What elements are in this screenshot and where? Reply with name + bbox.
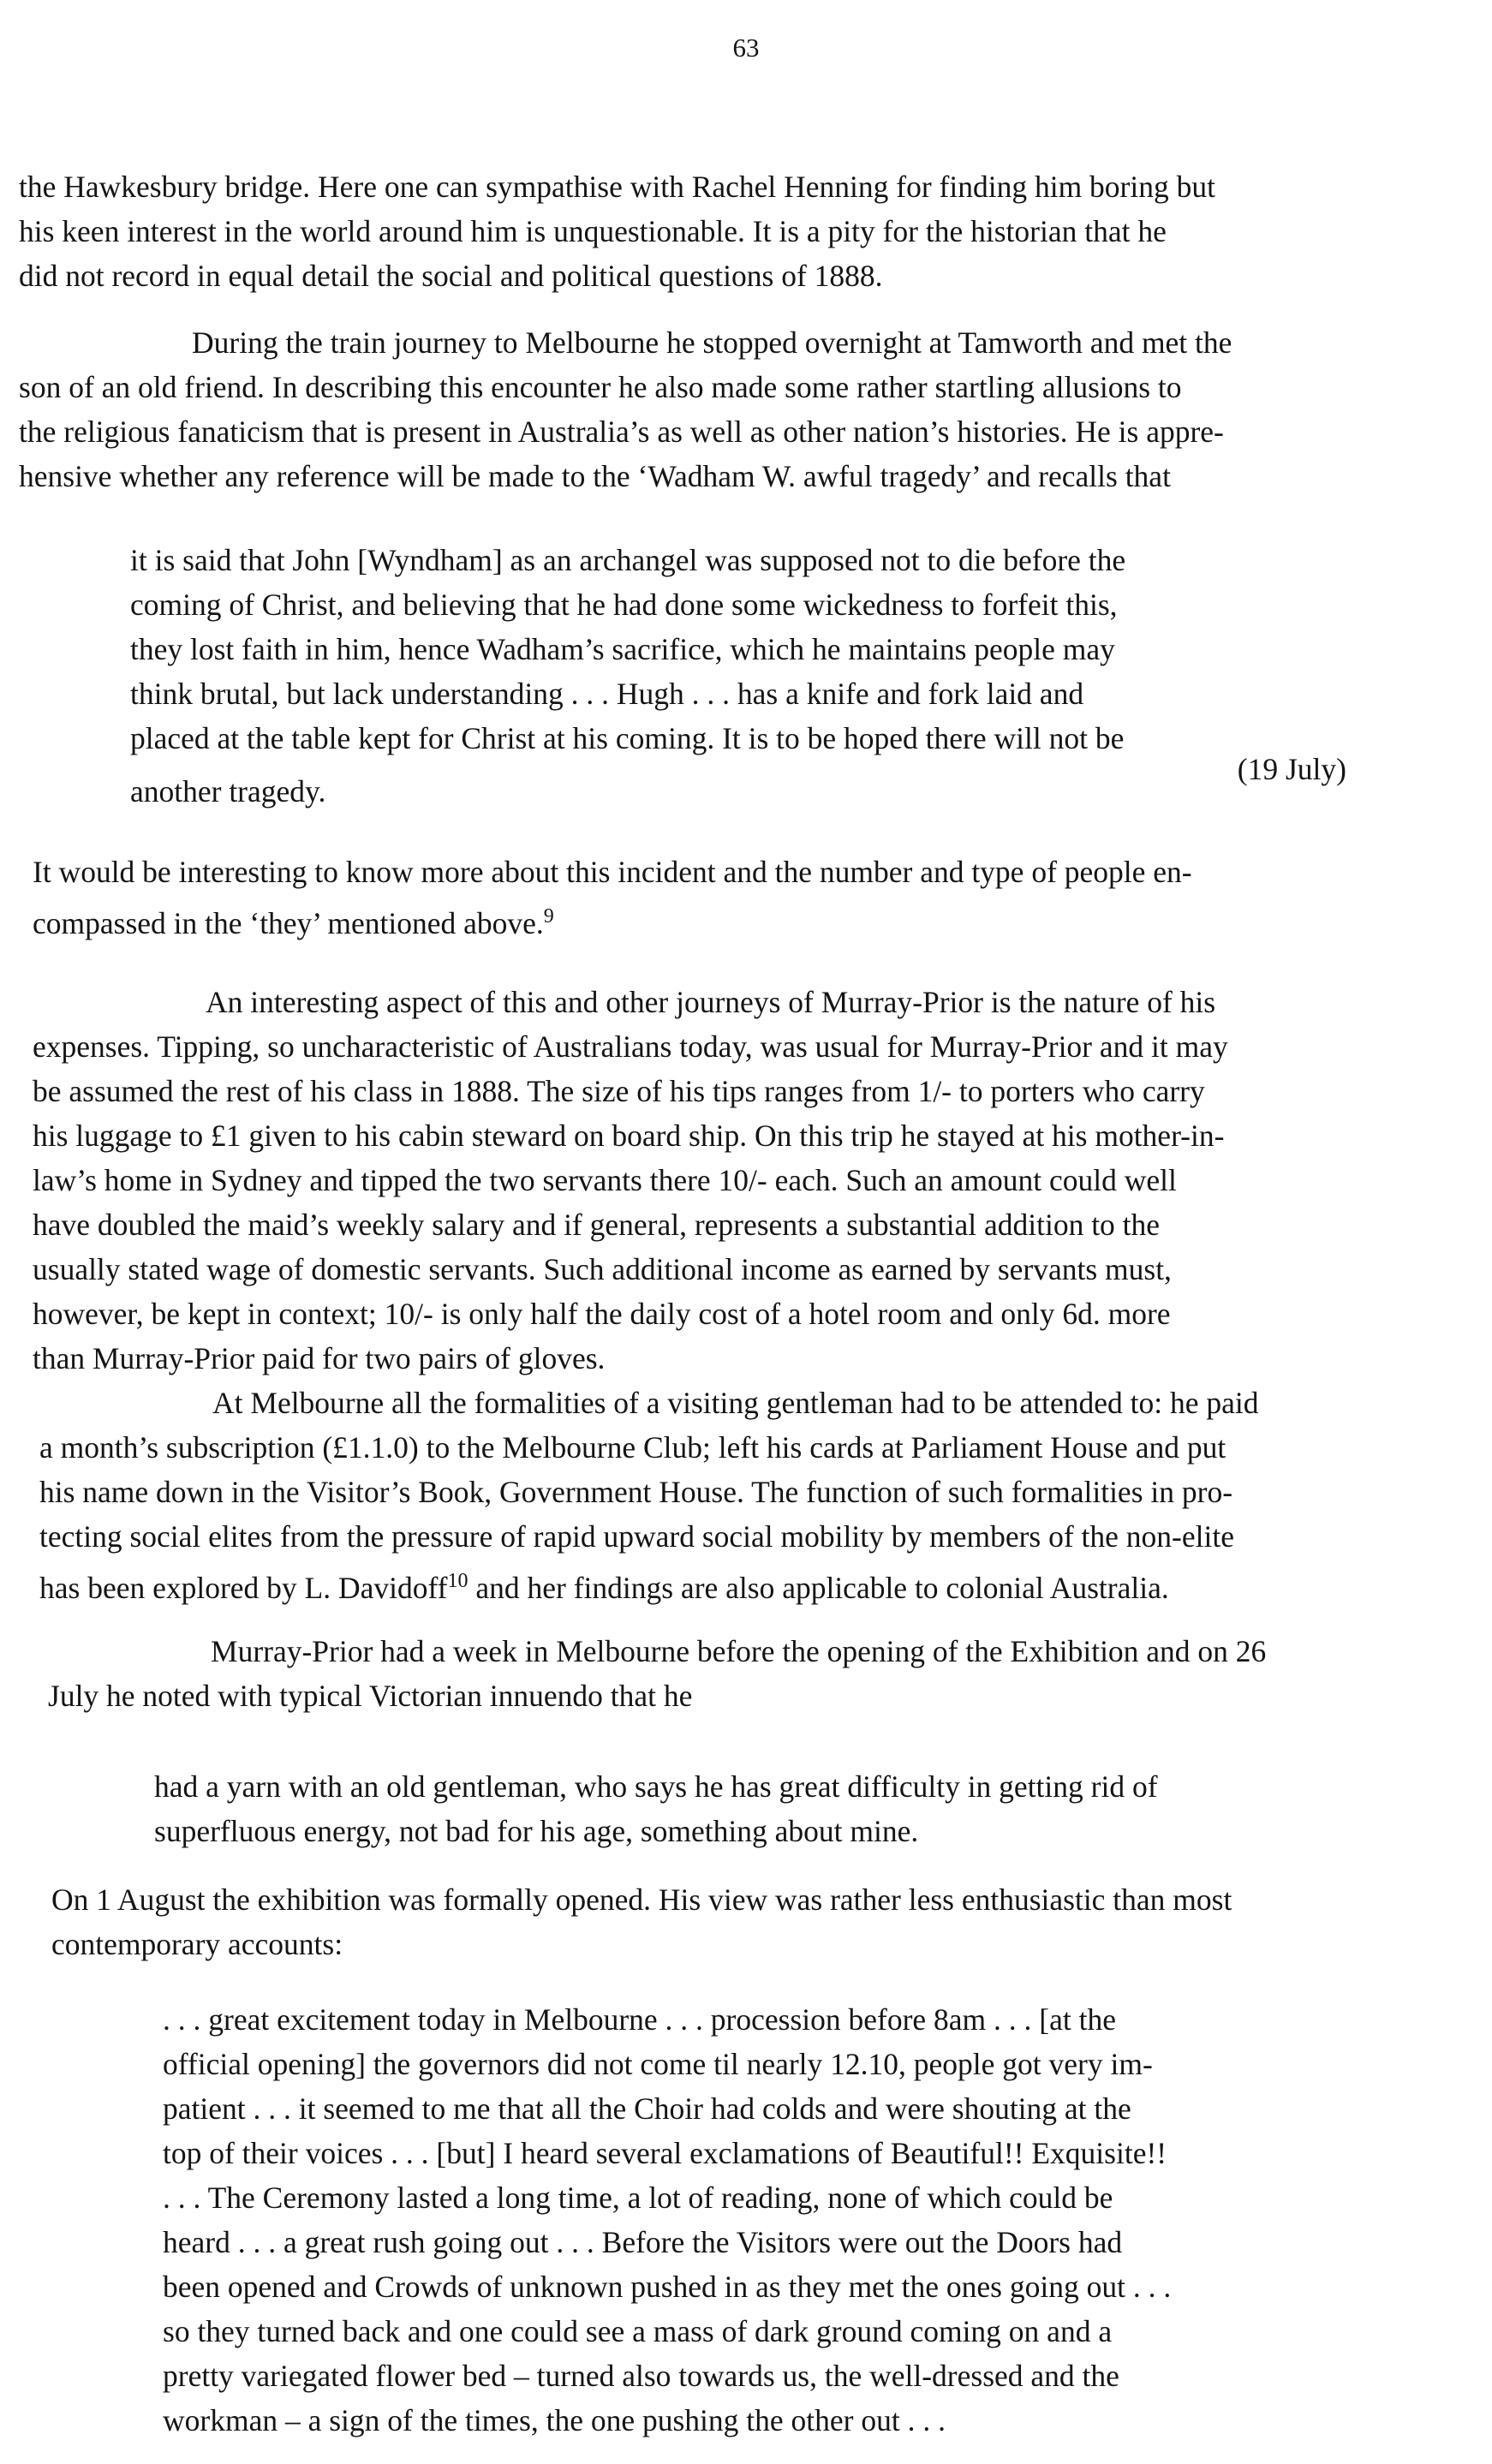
quote-line: heard . . . a great rush going out . . . Before the Visitors were out the Doors had bbox=[163, 2225, 1123, 2259]
quote-line: official opening] the governors did not come til nearly 12.10, people got very im- bbox=[163, 2047, 1153, 2081]
quote-line: they lost faith in him, hence Wadham’s sacrifice, which he maintains people may bbox=[130, 632, 1115, 666]
quote-citation: (19 July) bbox=[1237, 752, 1346, 786]
text-line: however, be kept in context; 10/- is only half the daily cost of a hotel room and only 6d. more bbox=[33, 1297, 1171, 1331]
quote-line: placed at the table kept for Christ at his coming. It is to be hoped there will not be bbox=[130, 721, 1125, 755]
text-line: hensive whether any reference will be made to the ‘Wadham W. awful tragedy’ and recalls that bbox=[19, 459, 1171, 493]
text-line: July he noted with typical Victorian innuendo that he bbox=[48, 1679, 693, 1713]
text-line: his luggage to £1 given to his cabin steward on board ship. On this trip he stayed at his mother-in- bbox=[33, 1119, 1225, 1153]
text-line: contemporary accounts: bbox=[51, 1927, 343, 1961]
text-line: his name down in the Visitor’s Book, Government House. The function of such formalities in pro- bbox=[39, 1475, 1233, 1509]
text-line: the religious fanaticism that is present in Australia’s as well as other nation’s histories. He is appre- bbox=[19, 415, 1224, 449]
footnote-marker: 10 bbox=[447, 1570, 468, 1592]
body-paragraph bbox=[51, 1881, 1490, 1975]
quote-line: another tragedy. bbox=[130, 774, 326, 808]
text-line: At Melbourne all the formalities of a visiting gentleman had to be attended to: he paid bbox=[212, 1386, 1259, 1420]
text-line: son of an old friend. In describing this encounter he also made some rather startling allusions to bbox=[19, 370, 1182, 404]
text-line: have doubled the maid’s weekly salary and if general, represents a substantial addition to the bbox=[33, 1208, 1161, 1242]
text-line: It would be interesting to know more about this incident and the number and type of people en- bbox=[33, 855, 1192, 889]
text-line bbox=[33, 898, 554, 942]
body-paragraph bbox=[19, 324, 1466, 512]
quote-line: workman – a sign of the times, the one pushing the other out . . . bbox=[163, 2403, 946, 2437]
block-quote bbox=[154, 1768, 1370, 1862]
text-line: law’s home in Sydney and tipped the two servants there 10/- each. Such an amount could well bbox=[33, 1163, 1177, 1197]
text-line: An interesting aspect of this and other journeys of Murray-Prior is the nature of his bbox=[206, 985, 1216, 1019]
text-line: tecting social elites from the pressure of rapid upward social mobility by members of the non-elite bbox=[39, 1519, 1234, 1554]
text-line: than Murray-Prior paid for two pairs of gloves. bbox=[33, 1341, 606, 1375]
quote-line: so they turned back and one could see a mass of dark ground coming on and a bbox=[163, 2314, 1113, 2348]
body-paragraph bbox=[33, 983, 1471, 1377]
quote-line: pretty variegated flower bed – turned also towards us, the well-dressed and the bbox=[163, 2359, 1119, 2393]
text-line: did not record in equal detail the social and political questions of 1888. bbox=[19, 259, 883, 293]
text-line: Murray-Prior had a week in Melbourne before the opening of the Exhibition and on 26 bbox=[211, 1634, 1267, 1668]
body-paragraph bbox=[48, 1632, 1487, 1727]
block-quote bbox=[163, 2001, 1379, 2455]
text-line bbox=[39, 1562, 1169, 1607]
text-line: During the train journey to Melbourne he stopped overnight at Tamworth and met the bbox=[192, 325, 1232, 360]
quote-line: been opened and Crowds of unknown pushed in as they met the ones going out . . . bbox=[163, 2270, 1172, 2304]
text-line: a month’s subscription (£1.1.0) to the Melbourne Club; left his cards at Parliament House and put bbox=[39, 1430, 1226, 1465]
body-paragraph bbox=[33, 853, 1471, 947]
quote-line: it is said that John [Wyndham] as an archangel was supposed not to die before the bbox=[130, 543, 1126, 577]
text-line-content: compassed in the ‘they’ mentioned above. bbox=[33, 905, 544, 940]
quote-line: patient . . . it seemed to me that all the Choir had colds and were shouting at the bbox=[163, 2091, 1131, 2126]
quote-line: top of their voices . . . [but] I heard several exclamations of Beautiful!! Exquisite!! bbox=[163, 2136, 1167, 2170]
quote-line: . . . great excitement today in Melbourne . . . procession before 8am . . . [at the bbox=[163, 2002, 1116, 2037]
text-line: expenses. Tipping, so uncharacteristic of Australians today, was usual for Murray-Prior and it may bbox=[33, 1029, 1228, 1064]
body-paragraph bbox=[19, 168, 1466, 305]
quote-line: coming of Christ, and believing that he had done some wickedness to forfeit this, bbox=[130, 588, 1118, 622]
text-line: On 1 August the exhibition was formally opened. His view was rather less enthusiastic than most bbox=[51, 1882, 1232, 1917]
quote-line: . . . The Ceremony lasted a long time, a lot of reading, none of which could be bbox=[163, 2181, 1113, 2215]
text-line: usually stated wage of domestic servants. Such additional income as earned by servants must, bbox=[33, 1252, 1172, 1286]
quote-line: had a yarn with an old gentleman, who says he has great difficulty in getting rid of bbox=[154, 1769, 1158, 1804]
quote-line: superfluous energy, not bad for his age, something about mine. bbox=[154, 1814, 919, 1848]
quote-line: think brutal, but lack understanding . . . Hugh . . . has a knife and fork laid and bbox=[130, 677, 1084, 711]
text-line: his keen interest in the world around him is unquestionable. It is a pity for the historian that he bbox=[19, 214, 1167, 248]
text-line: be assumed the rest of his class in 1888. The size of his tips ranges from 1/- to porters who carry bbox=[33, 1074, 1205, 1108]
text-line-content: and her findings are also applicable to colonial Australia. bbox=[468, 1570, 1169, 1605]
body-paragraph bbox=[39, 1384, 1478, 1615]
page-number: 63 bbox=[732, 33, 760, 63]
text-line: the Hawkesbury bridge. Here one can sympathise with Rachel Henning for finding him boring but bbox=[19, 170, 1215, 204]
footnote-marker: 9 bbox=[543, 905, 554, 928]
text-line-content: has been explored by L. Davidoff bbox=[39, 1570, 448, 1605]
block-quote bbox=[130, 541, 1346, 824]
